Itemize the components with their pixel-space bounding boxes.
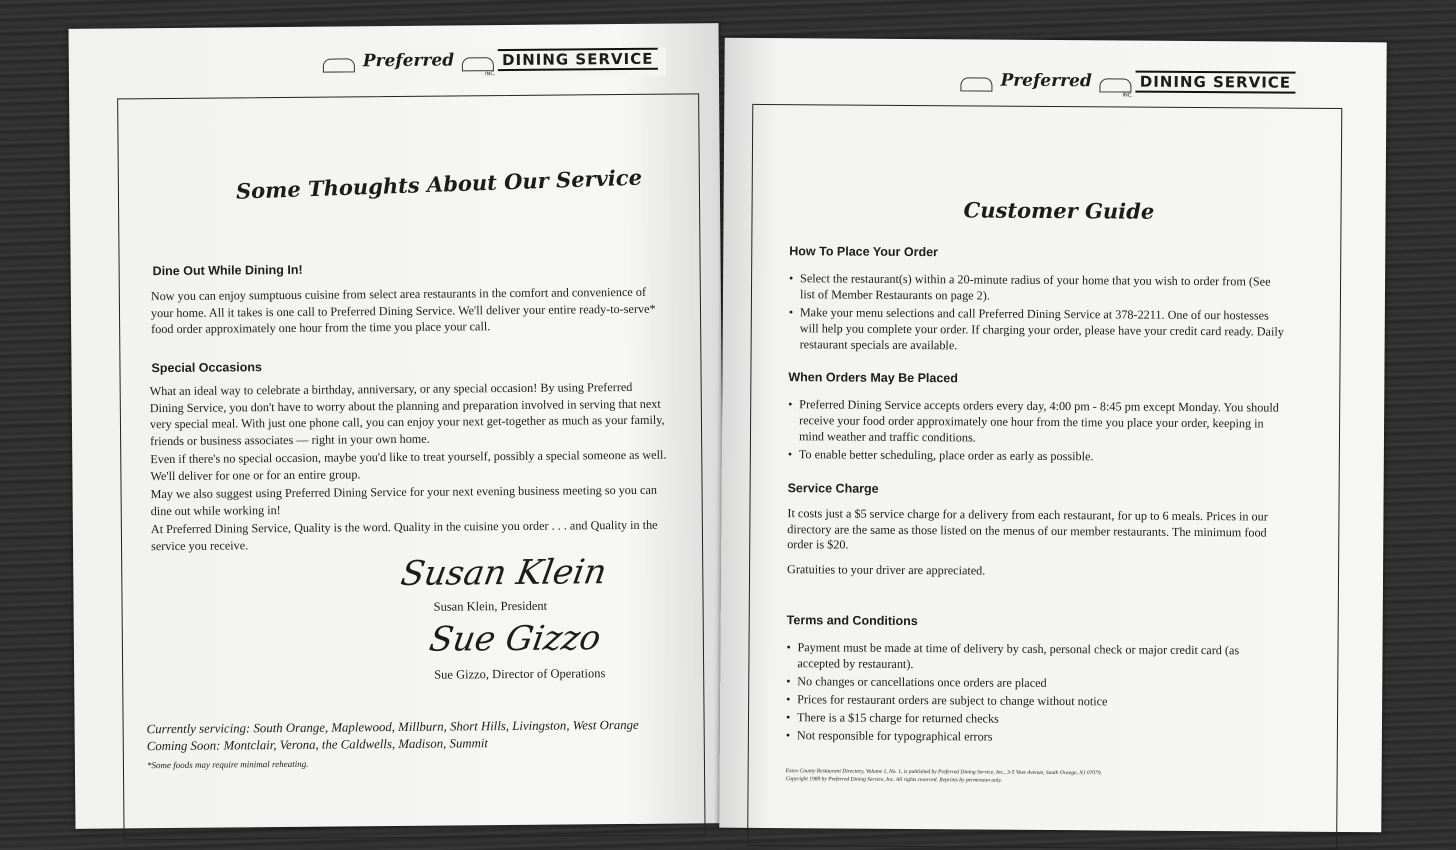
- logo-block: DINING SERVICE: [1136, 71, 1295, 94]
- list-item: • Preferred Dining Service accepts orders every day, 4:00 pm - 8:45 pm except Monday. You should receive your food order approximately one hour from the time you place your order, keeping in mind weather and traffic conditions.: [788, 396, 1288, 447]
- list-item: • No changes or cancellations once orders are placed: [786, 673, 1256, 692]
- signer-name: Susan Klein, President: [433, 598, 548, 614]
- footnote: *Some foods may require minimal reheating.: [146, 758, 309, 771]
- list-item: • Payment must be made at time of delivery by cash, personal check or major credit card (as accepted by restaurant).: [786, 639, 1256, 674]
- section-body: [150, 379, 669, 557]
- list-item: • To enable better scheduling, place order as early as possible.: [788, 446, 1288, 465]
- copyright-info: Copyright 1989 by Preferred Dining Service, Inc. All rights reserved. Reprints by permission only.: [785, 776, 1002, 784]
- section-heading: Dine Out While Dining In!: [152, 262, 303, 279]
- list-item: • Make your menu selections and call Preferred Dining Service at 378-2211. One of our hostesses will help you complete your order. If charging your order, please have your credit card ready. Daily restaurant specials are available.: [789, 304, 1285, 355]
- book-icon: [323, 58, 355, 72]
- signature-sue-gizzo: Sue Gizzo: [426, 618, 604, 660]
- logo-block: DINING SERVICE: [498, 48, 657, 71]
- page-title: Some Thoughts About Our Service: [235, 164, 643, 204]
- order-times-list: [788, 396, 1288, 467]
- signature-susan-klein: Susan Klein: [397, 552, 610, 594]
- order-steps-list: [789, 270, 1286, 357]
- logo-script: Preferred: [362, 50, 455, 72]
- section-heading: Terms and Conditions: [786, 613, 918, 629]
- signer-name: Sue Gizzo, Director of Operations: [434, 666, 606, 682]
- section-heading: How To Place Your Order: [789, 244, 938, 260]
- left-page: [69, 23, 726, 829]
- servicing-areas: Currently servicing: South Orange, Maplewood, Millburn, Short Hills, Livingston, West Orange: [146, 717, 639, 737]
- section-text: Now you can enjoy sumptuous cuisine from select area restaurants in the comfort and convenience of your home. All it takes is one call to Preferred Dining Service. We'll deliver your entire ready-to-serve* food order approximately one hour from the time you place your call.: [150, 284, 656, 337]
- right-page: [719, 38, 1386, 833]
- paragraph: Even if there's no special occasion, maybe you'd like to treat yourself, possibly a special someone as well. We'll deliver for one or for an entire group.: [150, 447, 667, 483]
- book-icon: [1100, 78, 1132, 92]
- logo: [315, 48, 666, 79]
- list-item: • Prices for restaurant orders are subject to change without notice: [786, 691, 1256, 710]
- publication-info: Essex County Restaurant Directory, Volume 1, No. 1, is published by Preferred Dining Service, Inc., 3-5 Vose Avenue, South Orange, NJ 07079.: [785, 768, 1102, 777]
- list-item: • Not responsible for typographical errors: [786, 727, 1256, 746]
- section-heading: When Orders May Be Placed: [788, 370, 958, 386]
- page-title: Customer Guide: [963, 197, 1155, 224]
- section-heading: Service Charge: [787, 481, 879, 496]
- section-text: Gratuities to your driver are appreciated.: [787, 562, 986, 578]
- paragraph: What an ideal way to celebrate a birthday, anniversary, or any special occasion! By using Preferred Dining Service, you don't have to worry about the planning and preparation involved in serving that next very special meal. With just one phone call, you can enjoy your next get-together as much as your family, friends or business associates — right in your own home.: [149, 379, 665, 448]
- list-item: • There is a $15 charge for returned checks: [786, 709, 1256, 728]
- book-icon: [462, 57, 494, 71]
- section-text: It costs just a $5 service charge for a delivery from each restaurant, for up to 6 meals. Prices in our directory are the same as those listed on the menus of our member restaurants. The minimum food order is $20.: [787, 506, 1268, 552]
- book-icon: [960, 77, 992, 91]
- paragraph: May we also suggest using Preferred Dining Service for your next evening business meeting so you can dine out while working in!: [150, 482, 657, 518]
- terms-list: [786, 639, 1257, 748]
- logo-script: Preferred: [1000, 70, 1092, 92]
- logo: [952, 69, 1303, 99]
- list-item: • Select the restaurant(s) within a 20-minute radius of your home that you wish to order from (See list of Member Restaurants on page 2).: [789, 270, 1285, 305]
- logo-inc: INC.: [485, 71, 496, 78]
- coming-soon-areas: Coming Soon: Montclair, Verona, the Caldwells, Madison, Summit: [146, 736, 488, 754]
- section-heading: Special Occasions: [151, 360, 263, 376]
- paragraph: At Preferred Dining Service, Quality is the word. Quality in the cuisine you order . . . and Quality in the service you receive.: [150, 517, 658, 553]
- logo-inc: INC.: [1122, 92, 1133, 99]
